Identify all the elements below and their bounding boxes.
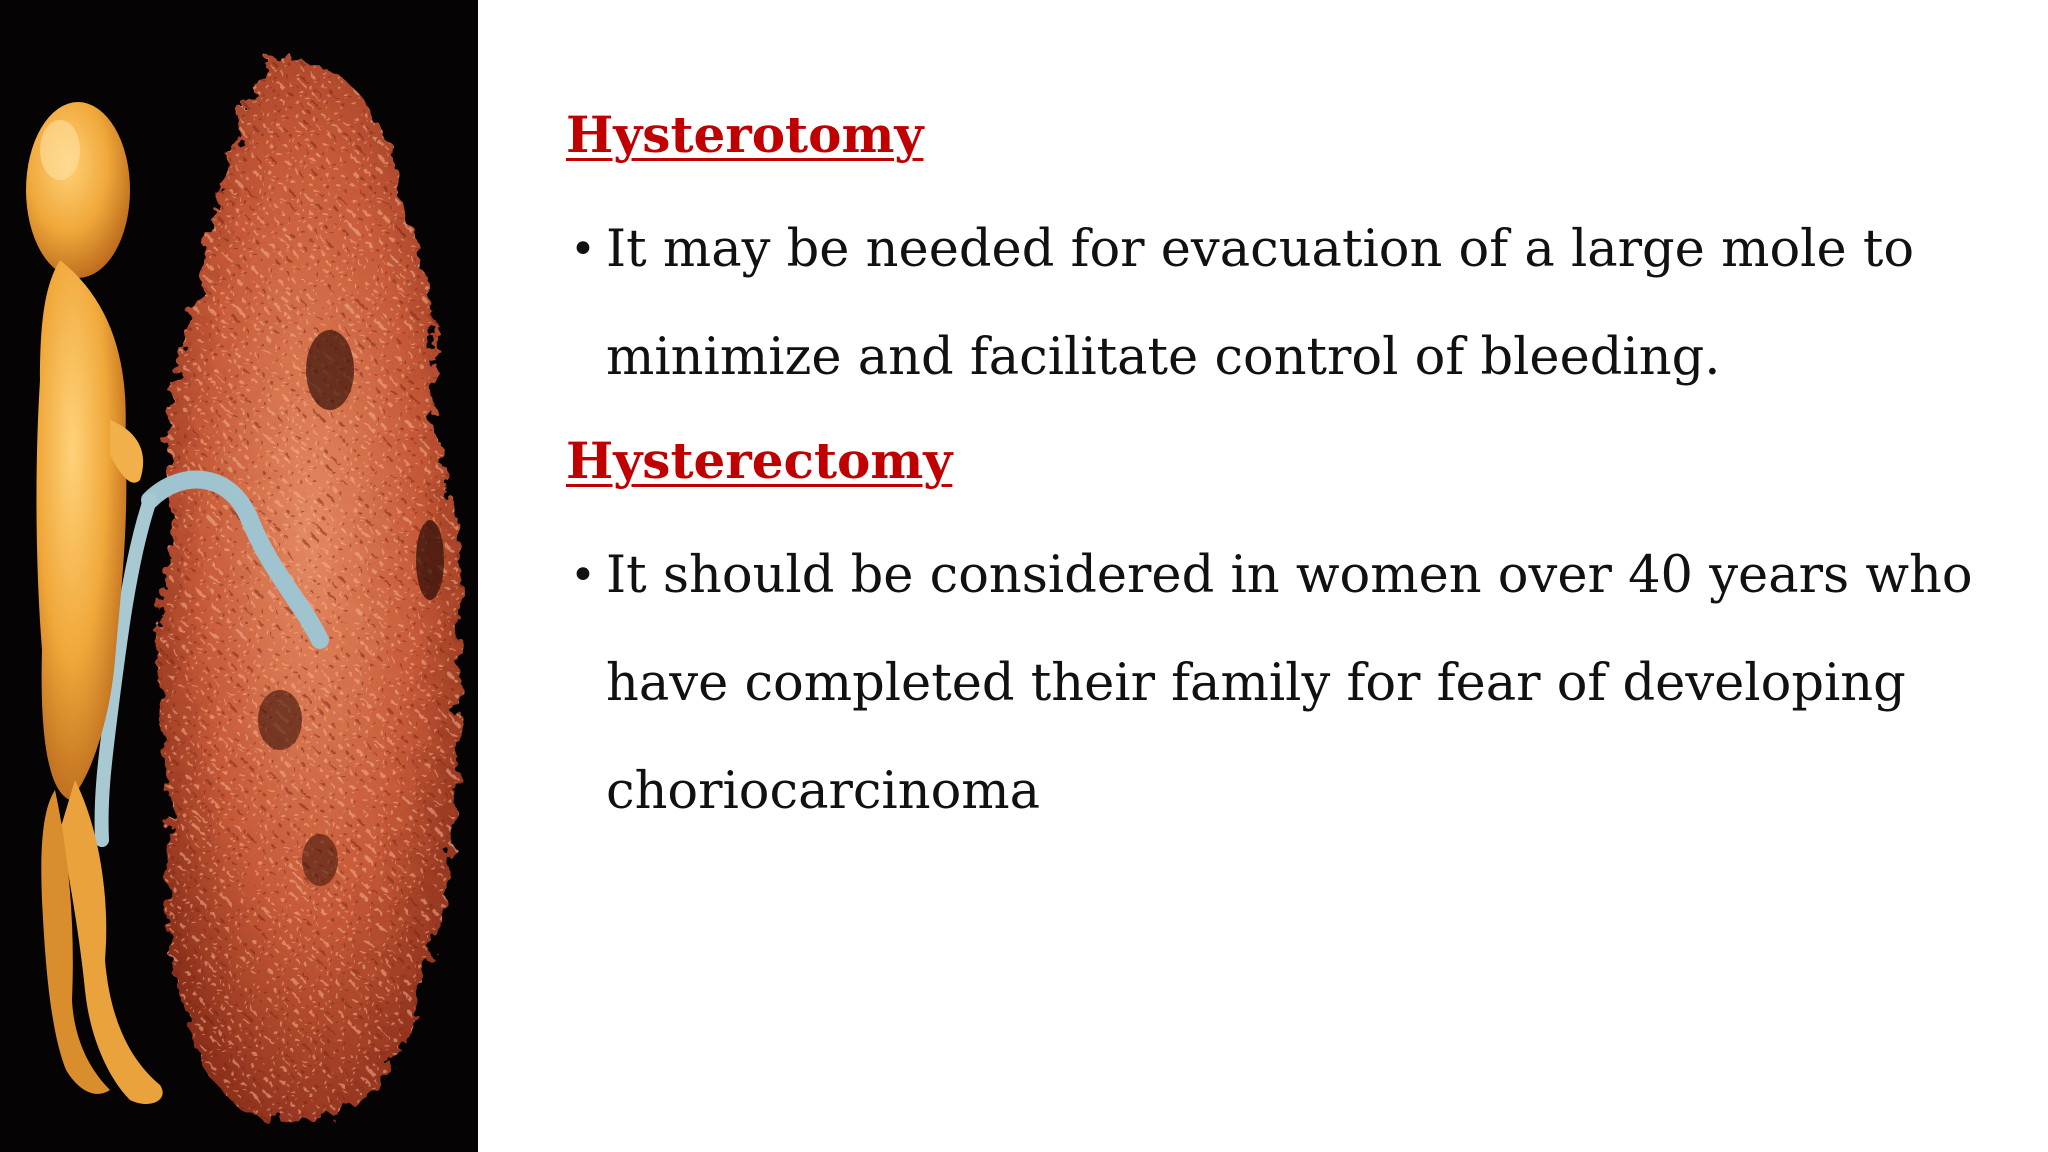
bullet-text: It should be considered in women over 40 years who have completed their family for fear of developing choriocarcinoma: [606, 546, 1973, 821]
heading-hysterectomy: Hysterectomy: [566, 431, 953, 490]
bullet-hysterotomy: [566, 196, 2006, 412]
heading-hysterotomy: Hysterotomy: [566, 105, 924, 164]
bullet-hysterectomy: [566, 522, 2006, 846]
bullet-icon: •: [570, 550, 596, 601]
specimen-photo-icon: [0, 0, 478, 1152]
bullet-icon: •: [570, 224, 596, 275]
bullet-text: It may be needed for evacuation of a large mole to minimize and facilitate control of bleeding.: [606, 220, 1915, 387]
specimen-photo: [0, 0, 478, 1152]
slide-content: [566, 96, 2006, 856]
